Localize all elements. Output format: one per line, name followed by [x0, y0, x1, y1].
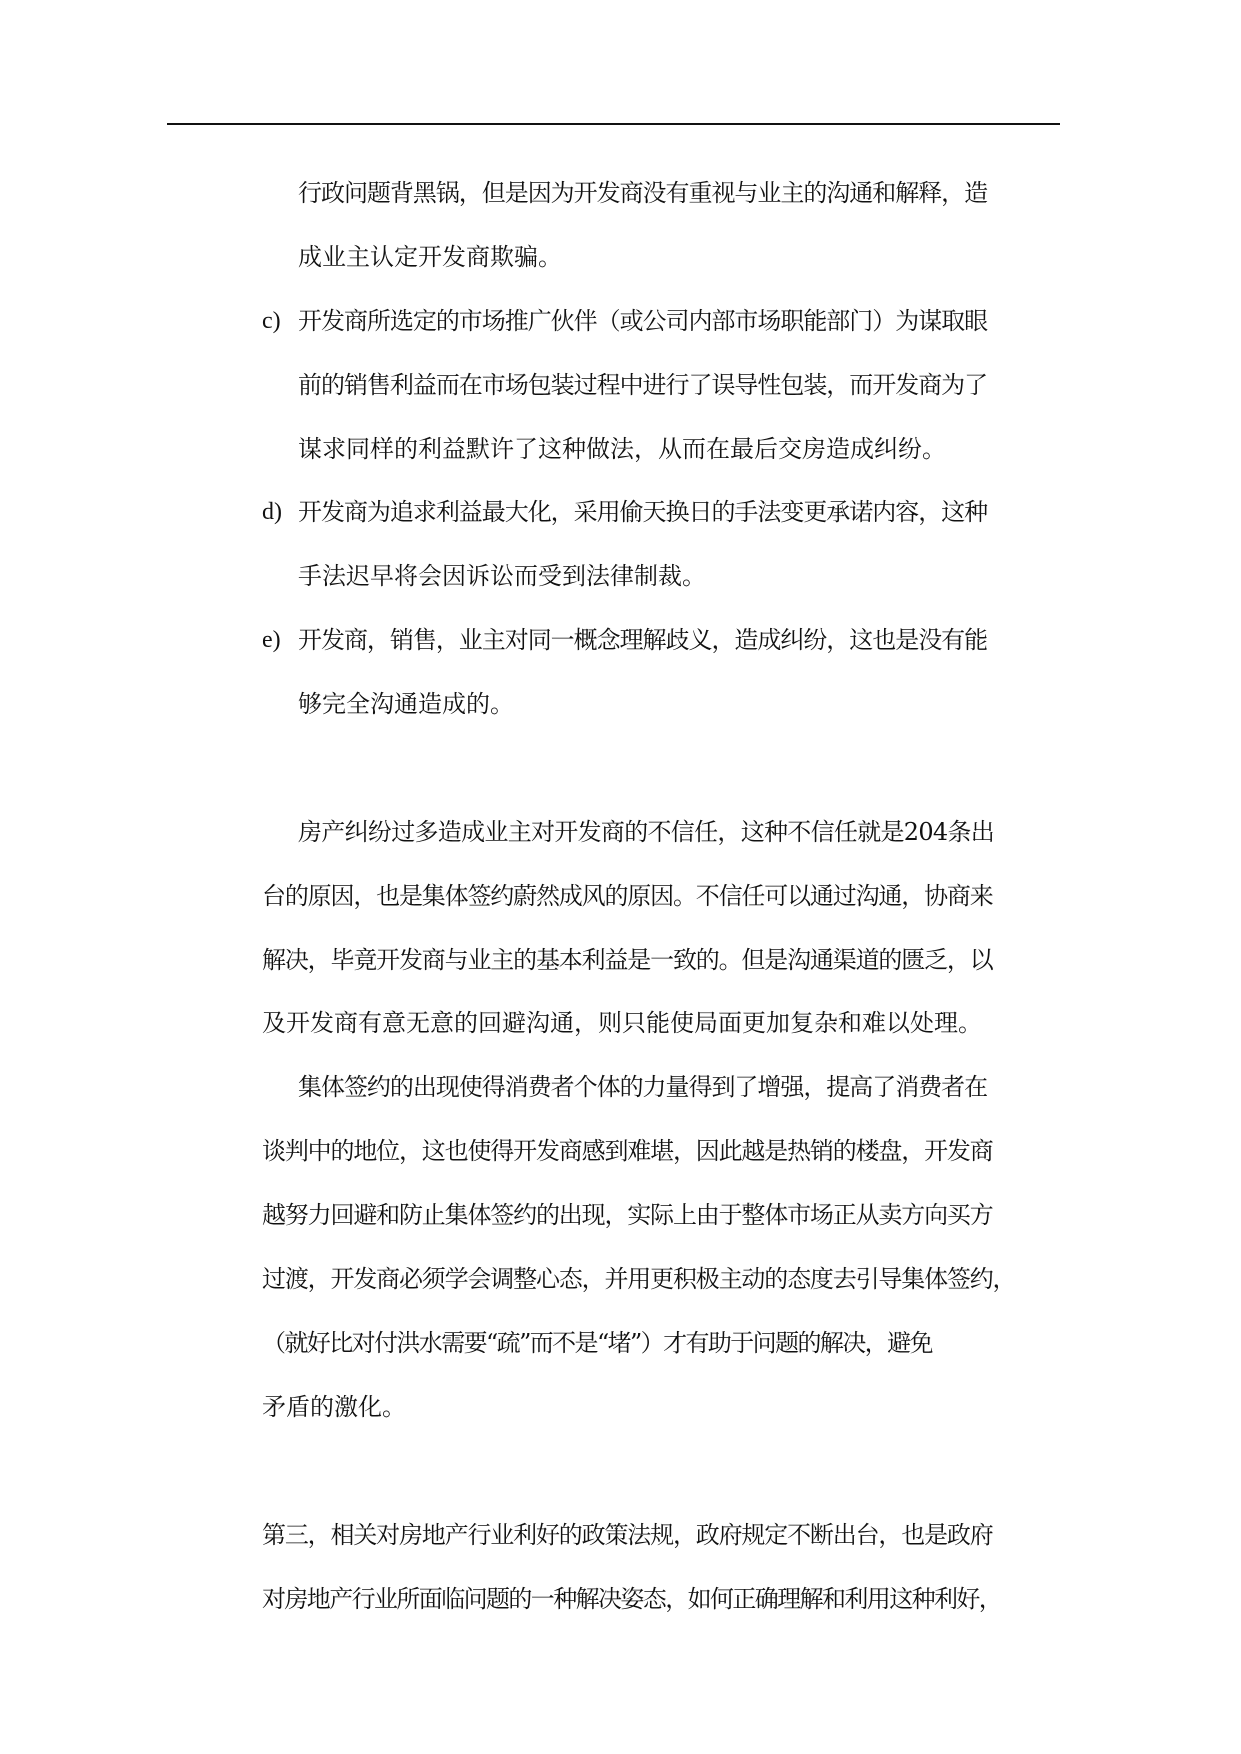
text-line: 开发商，销售，业主对同一概念理解歧义，造成纠纷，这也是没有能 — [298, 626, 988, 654]
header-rule — [167, 123, 1060, 125]
text-line: 矛盾的激化。 — [262, 1393, 406, 1421]
text-line: 前的销售利益而在市场包装过程中进行了误导性包装，而开发商为了 — [298, 371, 988, 399]
text-line: 行政问题背黑锅，但是因为开发商没有重视与业主的沟通和解释，造 — [298, 179, 988, 207]
list-marker: d) — [262, 499, 282, 525]
text-line: 谋求同样的利益默许了这种做法，从而在最后交房造成纠纷。 — [298, 435, 946, 463]
list-marker: e) — [262, 627, 281, 653]
text-line: 谈判中的地位，这也使得开发商感到难堪，因此越是热销的楼盘，开发商 — [262, 1137, 993, 1165]
text-line: （就好比对付洪水需要“疏”而不是“堵”）才有助于问题的解决，避免 — [262, 1329, 932, 1357]
text-line: 对房地产行业所面临问题的一种解决姿态，如何正确理解和利用这种利好， — [262, 1585, 1002, 1613]
list-marker: c) — [262, 308, 281, 334]
text-line: 及开发商有意无意的回避沟通，则只能使局面更加复杂和难以处理。 — [262, 1009, 982, 1037]
text-line: 开发商为追求利益最大化，采用偷天换日的手法变更承诺内容，这种 — [298, 498, 988, 526]
text-line: 手法迟早将会因诉讼而受到法律制裁。 — [298, 562, 706, 590]
text-line: 房产纠纷过多造成业主对开发商的不信任，这种不信任就是204条出 — [298, 818, 995, 846]
text-line: 成业主认定开发商欺骗。 — [298, 243, 562, 271]
text-line: 越努力回避和防止集体签约的出现，实际上由于整体市场正从卖方向买方 — [262, 1201, 993, 1229]
text-line: 够完全沟通造成的。 — [298, 690, 514, 718]
text-line: 开发商所选定的市场推广伙伴（或公司内部市场职能部门）为谋取眼 — [298, 307, 988, 335]
text-line: 第三，相关对房地产行业利好的政策法规，政府规定不断出台，也是政府 — [262, 1521, 993, 1549]
text-line: 集体签约的出现使得消费者个体的力量得到了增强，提高了消费者在 — [298, 1073, 988, 1101]
text-line: 过渡，开发商必须学会调整心态，并用更积极主动的态度去引导集体签约， — [262, 1265, 1016, 1293]
text-line: 台的原因，也是集体签约蔚然成风的原因。不信任可以通过沟通，协商来 — [262, 882, 993, 910]
text-line: 解决，毕竟开发商与业主的基本利益是一致的。但是沟通渠道的匮乏，以 — [262, 946, 993, 974]
